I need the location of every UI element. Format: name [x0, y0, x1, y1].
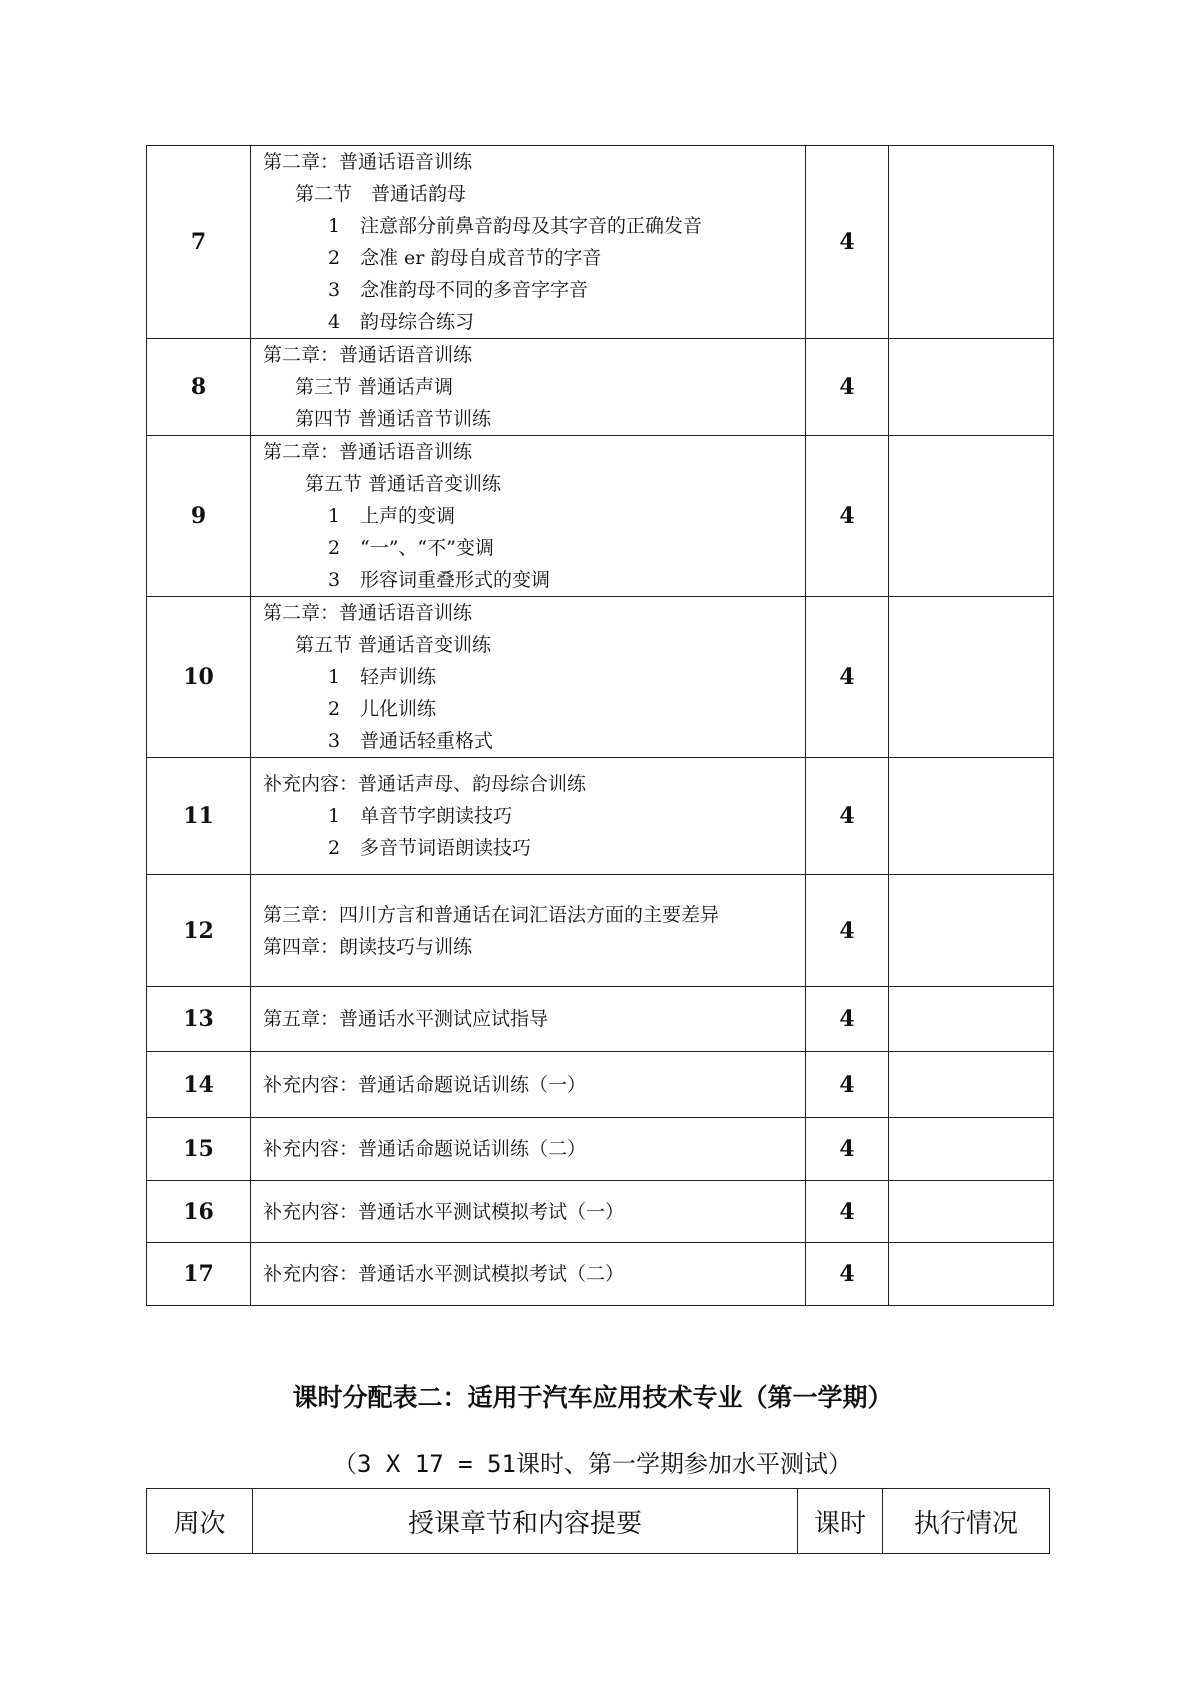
content-line: [263, 597, 805, 629]
item-number: 2: [328, 698, 341, 720]
hours-cell: 4: [806, 1243, 889, 1306]
table-row: [147, 1181, 1054, 1243]
schedule-table-body: [147, 146, 1054, 1306]
content-line: [263, 532, 805, 564]
item-text: 第四节 普通话音节训练: [295, 408, 492, 430]
content-cell: [251, 597, 806, 758]
hours-cell: 4: [806, 1118, 889, 1181]
week-cell: 10: [147, 597, 251, 758]
item-number: 1: [328, 805, 341, 827]
content-line: [263, 1133, 805, 1165]
week-cell: 14: [147, 1052, 251, 1118]
table-row: [147, 146, 1054, 339]
item-text: 第五节 普通话音变训练: [305, 473, 502, 495]
schedule-table: [146, 145, 1054, 1306]
content-line: [263, 242, 805, 274]
week-cell: 13: [147, 987, 251, 1052]
item-text: 儿化训练: [360, 698, 437, 720]
content-line: [263, 274, 805, 306]
week-cell: 15: [147, 1118, 251, 1181]
content-line: [263, 500, 805, 532]
item-number: 2: [328, 537, 341, 559]
content-line: [263, 403, 805, 435]
item-text: 念准 er 韵母自成音节的字音: [360, 247, 602, 269]
item-text: “一”、“不”变调: [360, 537, 494, 559]
content-line: [263, 306, 805, 338]
content-line: [263, 371, 805, 403]
week-cell: 8: [147, 339, 251, 436]
content-cell: [251, 875, 806, 987]
hours-cell: 4: [806, 875, 889, 987]
execution-cell: [889, 1181, 1054, 1243]
content-cell: [251, 339, 806, 436]
content-line: [263, 339, 805, 371]
table-row: [147, 1052, 1054, 1118]
item-number: 1: [328, 215, 341, 237]
item-text: 补充内容：普通话水平测试模拟考试（一）: [263, 1200, 625, 1223]
content-line: [263, 1196, 805, 1228]
item-text: 多音节词语朗读技巧: [360, 837, 532, 859]
execution-cell: [889, 758, 1054, 875]
content-line: [263, 178, 805, 210]
execution-cell: [889, 339, 1054, 436]
item-text: 第三节 普通话声调: [295, 376, 454, 398]
item-text: 第五章：普通话水平测试应试指导: [263, 1008, 549, 1030]
item-text: 第三章：四川方言和普通话在词汇语法方面的主要差异: [263, 903, 720, 926]
week-cell: 9: [147, 436, 251, 597]
table2-subtitle: （3 X 17 = 51课时、第一学期参加水平测试）: [333, 1450, 852, 1478]
hours-cell: 4: [806, 758, 889, 875]
item-text: 第五节 普通话音变训练: [295, 634, 492, 656]
content-line: [263, 1258, 805, 1290]
item-number: 3: [328, 569, 341, 591]
table-row: [147, 1243, 1054, 1306]
table-row: [147, 875, 1054, 987]
week-cell: 16: [147, 1181, 251, 1243]
content-line: [263, 899, 805, 931]
execution-cell: [889, 875, 1054, 987]
item-text: 第二章：普通话语音训练: [263, 441, 473, 463]
content-cell: [251, 1181, 806, 1243]
content-line: [263, 629, 805, 661]
header-week: 周次: [147, 1489, 253, 1554]
execution-cell: [889, 1243, 1054, 1306]
content-line: [263, 768, 805, 800]
content-line: [263, 931, 805, 963]
content-line: [263, 146, 805, 178]
content-line: [263, 800, 805, 832]
item-text: 韵母综合练习: [360, 311, 475, 333]
hours-cell: 4: [806, 339, 889, 436]
table-row: [147, 987, 1054, 1052]
content-line: [263, 1069, 805, 1101]
item-text: 单音节字朗读技巧: [360, 805, 513, 827]
item-text: 补充内容：普通话命题说话训练（二）: [263, 1138, 587, 1160]
item-text: 注意部分前鼻音韵母及其字音的正确发音: [360, 215, 703, 237]
week-cell: 7: [147, 146, 251, 339]
item-number: 1: [328, 505, 341, 527]
table-row: [147, 436, 1054, 597]
table-row: [147, 758, 1054, 875]
table2-header: [146, 1488, 1050, 1554]
week-cell: 17: [147, 1243, 251, 1306]
content-cell: [251, 987, 806, 1052]
item-number: 3: [328, 279, 341, 301]
content-cell: [251, 1052, 806, 1118]
header-content: 授课章节和内容提要: [253, 1489, 798, 1554]
week-cell: 12: [147, 875, 251, 987]
table2-title: 课时分配表二：适用于汽车应用技术专业（第一学期）: [292, 1383, 893, 1412]
content-cell: [251, 1243, 806, 1306]
header-hours: 课时: [798, 1489, 883, 1554]
item-text: 普通话轻重格式: [360, 730, 494, 752]
execution-cell: [889, 146, 1054, 339]
execution-cell: [889, 436, 1054, 597]
item-number: 3: [328, 730, 341, 752]
item-text: 补充内容：普通话声母、韵母综合训练: [263, 773, 587, 795]
table-row: [147, 597, 1054, 758]
content-line: [263, 468, 805, 500]
content-line: [263, 832, 805, 864]
hours-cell: 4: [806, 1181, 889, 1243]
table2-header-row: [147, 1489, 1050, 1554]
content-line: [263, 564, 805, 596]
table-row: [147, 339, 1054, 436]
execution-cell: [889, 597, 1054, 758]
item-text: 补充内容：普通话水平测试模拟考试（二）: [263, 1263, 625, 1285]
table-row: [147, 1118, 1054, 1181]
item-text: 念准韵母不同的多音字字音: [360, 279, 589, 301]
content-cell: [251, 1118, 806, 1181]
hours-cell: 4: [806, 436, 889, 597]
header-execution: 执行情况: [883, 1489, 1050, 1554]
execution-cell: [889, 1052, 1054, 1118]
item-text: 形容词重叠形式的变调: [360, 569, 551, 591]
item-text: 第四章：朗读技巧与训练: [263, 935, 473, 958]
content-cell: [251, 436, 806, 597]
content-line: [263, 436, 805, 468]
item-text: 第二节 普通话韵母: [295, 183, 467, 205]
execution-cell: [889, 1118, 1054, 1181]
item-number: 4: [328, 311, 341, 333]
item-text: 第二章：普通话语音训练: [263, 151, 473, 173]
hours-cell: 4: [806, 597, 889, 758]
execution-cell: [889, 987, 1054, 1052]
week-cell: 11: [147, 758, 251, 875]
content-line: [263, 725, 805, 757]
item-number: 2: [328, 247, 341, 269]
item-number: 1: [328, 666, 341, 688]
item-text: 第二章：普通话语音训练: [263, 344, 473, 366]
item-text: 第二章：普通话语音训练: [263, 602, 473, 624]
content-line: [263, 210, 805, 242]
hours-cell: 4: [806, 1052, 889, 1118]
hours-cell: 4: [806, 146, 889, 339]
content-line: [263, 661, 805, 693]
item-text: 上声的变调: [360, 505, 456, 527]
content-cell: [251, 758, 806, 875]
content-line: [263, 693, 805, 725]
content-line: [263, 1003, 805, 1035]
content-cell: [251, 146, 806, 339]
item-number: 2: [328, 837, 341, 859]
item-text: 轻声训练: [360, 666, 437, 688]
item-text: 补充内容：普通话命题说话训练（一）: [263, 1073, 587, 1096]
hours-cell: 4: [806, 987, 889, 1052]
